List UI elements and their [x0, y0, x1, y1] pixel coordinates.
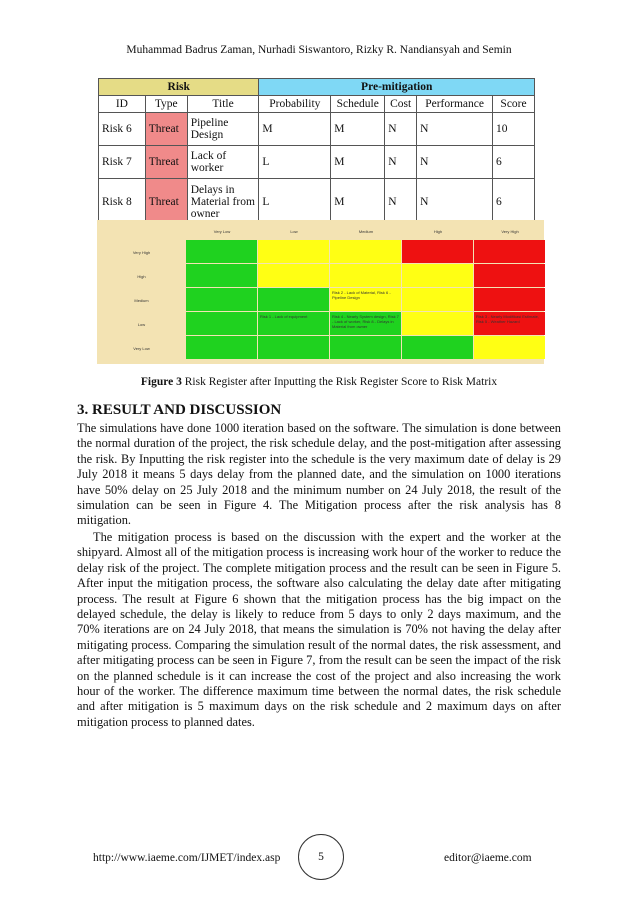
matrix-cell-note: Risk 1 - Lack of equipment [260, 314, 308, 319]
section-title: 3. RESULT AND DISCUSSION [77, 402, 282, 418]
cell-score: 6 [493, 146, 535, 179]
risk-group-header: Risk [99, 79, 259, 96]
matrix-row-label: Very Low [133, 346, 150, 351]
matrix-cell [186, 264, 257, 287]
matrix-cell [258, 288, 329, 311]
cell-type: Threat [145, 113, 187, 146]
table-row [99, 113, 535, 146]
matrix-cell [186, 312, 257, 335]
cell-schedule: M [331, 179, 385, 225]
cell-performance: N [417, 146, 493, 179]
matrix-row-label: Very High [132, 250, 151, 255]
cell-type: Threat [145, 146, 187, 179]
cell-id: Risk 8 [99, 179, 146, 225]
cell-probability: L [259, 179, 331, 225]
cell-probability: L [259, 146, 331, 179]
cell-id: Risk 7 [99, 146, 146, 179]
matrix-cell-note: Risk 2 - Lack of Material, Risk 6 - Pipeline Design [332, 290, 391, 300]
col-header-type: Type [145, 96, 187, 113]
cell-probability: M [259, 113, 331, 146]
matrix-row-label: Medium [134, 298, 149, 303]
col-header-probability: Probability [259, 96, 331, 113]
matrix-cell [474, 336, 545, 359]
matrix-cell [402, 264, 473, 287]
cell-cost: N [385, 179, 417, 225]
cell-cost: N [385, 113, 417, 146]
matrix-cell [330, 240, 401, 263]
col-header-performance: Performance [417, 96, 493, 113]
body-paragraph: The mitigation process is based on the discussion with the expert and the worker at the shipyard. Almost all of the mitigation process is increasing work hour of the worker to reduce the delay risk of the project. The complete mitigation process and the result can be seen in Figure 5. After input the mitigation process, the software also calculating the delay date after mitigating process. The result at Figure 6 shown that the mitigation process has the big impact on the delayed schedule, the delay is likely to reduce from 5 days to only 2 days maximum, and the 70% iterations are on 24 July 2018, that means the simulation is 70% not having the delay after mitigating process. Comparing the simulation result of the normal dates, the risk assessment, and after mitigating process can be seen in Figure 7, from the result can be seen the impact of the risk on the planned schedule is it can increase the cost of the project and also increasing the work hour of the worker. The difference maximum time between the normal dates, the risk schedule and after mitigation is 5 maximum days on the risk schedule and 2 maximum days on after mitigation process to planned dates. [77, 530, 561, 729]
cell-title: Delays in Material from owner [187, 179, 259, 225]
matrix-column-label: Low [290, 229, 298, 234]
matrix-cell-note: Risk 3 - Nearly Modifikasi Estimate, Risk 5 - Weather Hazard [476, 314, 539, 324]
matrix-column-label: Medium [358, 229, 374, 234]
matrix-cell [186, 336, 257, 359]
running-header: Muhammad Badrus Zaman, Nurhadi Siswantoro, Rizky R. Nandiansyah and Semin [126, 44, 512, 56]
table-row [99, 179, 535, 225]
matrix-row-label: Low [137, 322, 146, 327]
matrix-cell [186, 288, 257, 311]
matrix-cell [474, 240, 545, 263]
figure-caption-text: Risk Register after Inputting the Risk Register Score to Risk Matrix [181, 376, 498, 388]
cell-title: Pipeline Design [187, 113, 259, 146]
footer-url: http://www.iaeme.com/IJMET/index.asp [93, 852, 281, 864]
risk-register-table [98, 78, 535, 225]
body-paragraph: The simulations have done 1000 iteration based on the software. The simulation is done between the normal duration of the project, the risk schedule delay, and the post-mitigation after assessing the risk. By Inputting the risk register into the schedule is the very maximum date of delay is 29 July 2018 it means 5 days delay from the planned date, and the simulation on 1000 iterations have 50% delay on 25 July 2018 and the minimum number on 24 July 2018, the result of the simulation can be seen in Figure 4. The Mitigation process after the risk analysis has 8 mitigation. [77, 421, 561, 528]
cell-score: 10 [493, 113, 535, 146]
cell-schedule: M [331, 146, 385, 179]
cell-type: Threat [145, 179, 187, 225]
cell-score: 6 [493, 179, 535, 225]
footer-email: editor@iaeme.com [444, 852, 532, 864]
col-header-score: Score [493, 96, 535, 113]
figure-label: Figure 3 [140, 376, 182, 388]
premitigation-group-header: Pre-mitigation [259, 79, 535, 96]
cell-cost: N [385, 146, 417, 179]
cell-title: Lack of worker [187, 146, 259, 179]
matrix-column-label: Very Low [213, 229, 231, 234]
matrix-cell-note: Risk 4 - Nearly System design, Risk 7 - Lack of worker, Risk 8 - Delays in Material from owner [332, 314, 399, 329]
matrix-cell [258, 240, 329, 263]
page-number: 5 [298, 834, 344, 880]
figure-caption [0, 376, 638, 388]
cell-id: Risk 6 [99, 113, 146, 146]
matrix-cell [402, 240, 473, 263]
matrix-column-label: Very High [501, 229, 519, 234]
col-header-title: Title [187, 96, 259, 113]
matrix-cell [474, 288, 545, 311]
col-header-schedule: Schedule [331, 96, 385, 113]
matrix-cell [402, 312, 473, 335]
matrix-row-label: High [137, 274, 146, 279]
cell-performance: N [417, 113, 493, 146]
matrix-cell [474, 264, 545, 287]
matrix-column-label: High [433, 229, 443, 234]
matrix-cell [258, 336, 329, 359]
cell-performance: N [417, 179, 493, 225]
matrix-cell [330, 336, 401, 359]
col-header-id: ID [99, 96, 146, 113]
matrix-cell [402, 288, 473, 311]
matrix-cell [258, 264, 329, 287]
col-header-cost: Cost [385, 96, 417, 113]
risk-matrix-figure [97, 220, 544, 364]
matrix-cell [330, 264, 401, 287]
matrix-cell [186, 240, 257, 263]
cell-schedule: M [331, 113, 385, 146]
table-row [99, 146, 535, 179]
matrix-cell [402, 336, 473, 359]
